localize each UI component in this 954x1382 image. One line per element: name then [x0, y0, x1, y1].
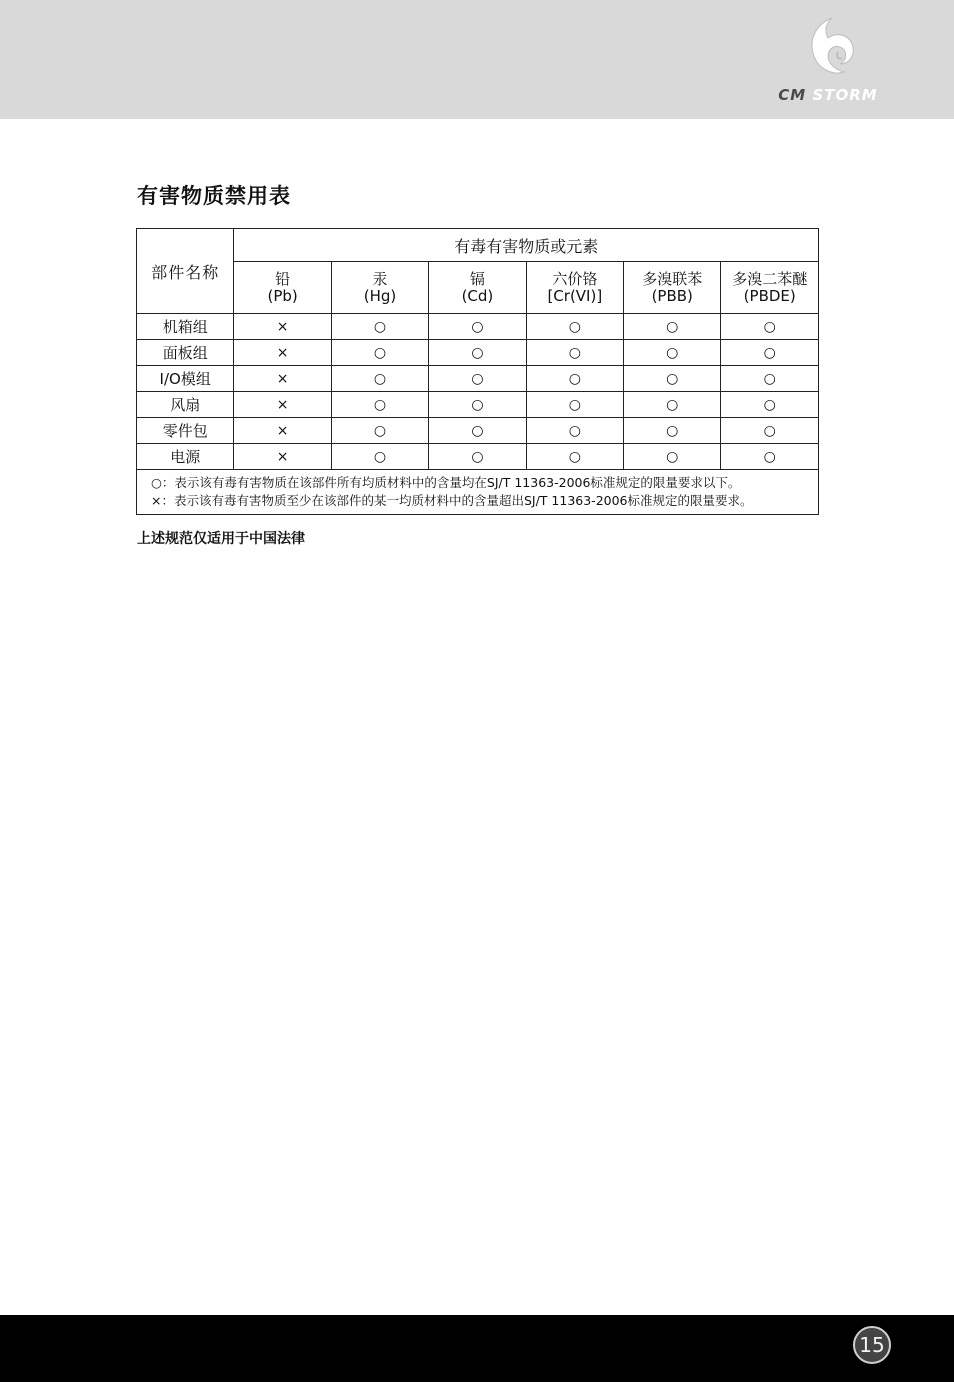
element-header — [526, 262, 623, 314]
mark-cell: × — [234, 314, 331, 340]
page-title: 有害物质禁用表 — [137, 184, 291, 208]
element-header — [721, 262, 819, 314]
part-name: 机箱组 — [137, 314, 234, 340]
mark-cell: ○ — [624, 418, 721, 444]
brand-storm-text: STORM — [812, 86, 878, 104]
mark-cell: × — [234, 418, 331, 444]
table-notes — [137, 470, 819, 515]
mark-cell: ○ — [526, 314, 623, 340]
mark-cell: ○ — [331, 444, 428, 470]
mark-cell: ○ — [331, 314, 428, 340]
mark-cell: ○ — [331, 340, 428, 366]
swirl-emblem-icon — [802, 16, 856, 82]
element-header — [429, 262, 526, 314]
element-symbol: (Cd) — [461, 286, 494, 305]
element-name: 铅 — [275, 269, 291, 288]
mark-cell: ○ — [331, 392, 428, 418]
table-row — [137, 340, 819, 366]
mark-cell: ○ — [721, 418, 819, 444]
group-header: 有毒有害物质或元素 — [234, 229, 819, 262]
part-name: 零件包 — [137, 418, 234, 444]
footer-note: 上述规范仅适用于中国法律 — [137, 531, 305, 547]
table-row — [137, 444, 819, 470]
element-name: 镉 — [469, 269, 485, 288]
table-row — [137, 314, 819, 340]
hazardous-substances-table — [136, 228, 819, 515]
element-name: 六价铬 — [552, 269, 598, 288]
mark-cell: ○ — [526, 418, 623, 444]
page-number: 15 — [853, 1326, 891, 1364]
element-symbol: (Hg) — [363, 286, 397, 305]
mark-cell: × — [234, 392, 331, 418]
element-symbol: (PBDE) — [743, 286, 796, 305]
mark-cell: ○ — [429, 418, 526, 444]
mark-cell: ○ — [624, 392, 721, 418]
element-name: 多溴二苯醚 — [732, 269, 808, 288]
part-name: I/O模组 — [137, 366, 234, 392]
table-row — [137, 392, 819, 418]
mark-cell: ○ — [624, 366, 721, 392]
element-header — [234, 262, 331, 314]
mark-cell: ○ — [721, 392, 819, 418]
mark-cell: ○ — [429, 314, 526, 340]
part-name: 面板组 — [137, 340, 234, 366]
note-line: ×：表示该有毒有害物质至少在该部件的某一均质材料中的含量超出SJ/T 11363-2006标准规定的限量要求。 — [151, 493, 753, 508]
mark-cell: × — [234, 366, 331, 392]
brand-wordmark — [766, 86, 890, 104]
part-name: 风扇 — [137, 392, 234, 418]
page-header — [0, 0, 954, 119]
mark-cell: ○ — [721, 366, 819, 392]
mark-cell: ○ — [429, 366, 526, 392]
element-header — [624, 262, 721, 314]
mark-cell: ○ — [526, 444, 623, 470]
mark-cell: ○ — [429, 340, 526, 366]
table-row — [137, 366, 819, 392]
mark-cell: ○ — [526, 392, 623, 418]
mark-cell: ○ — [721, 314, 819, 340]
mark-cell: ○ — [624, 340, 721, 366]
part-name-header: 部件名称 — [137, 229, 234, 314]
part-name: 电源 — [137, 444, 234, 470]
mark-cell: × — [234, 444, 331, 470]
mark-cell: ○ — [721, 444, 819, 470]
mark-cell: ○ — [429, 444, 526, 470]
mark-cell: ○ — [624, 314, 721, 340]
element-header — [331, 262, 428, 314]
mark-cell: ○ — [331, 366, 428, 392]
mark-cell: ○ — [624, 444, 721, 470]
notes-row — [137, 470, 819, 515]
element-name: 汞 — [372, 269, 388, 288]
element-name: 多溴联苯 — [642, 269, 703, 288]
element-symbol: [Cr(VI)] — [547, 286, 603, 305]
mark-cell: ○ — [721, 340, 819, 366]
table-row — [137, 418, 819, 444]
mark-cell: ○ — [429, 392, 526, 418]
brand-cm-text: CM — [778, 86, 807, 104]
element-symbol: (PBB) — [651, 286, 693, 305]
element-symbol: (Pb) — [267, 286, 298, 305]
mark-cell: × — [234, 340, 331, 366]
mark-cell: ○ — [526, 366, 623, 392]
page-footer — [0, 1315, 954, 1382]
element-header-row — [137, 262, 819, 314]
note-line: ○：表示该有毒有害物质在该部件所有均质材料中的含量均在SJ/T 11363-2006标准规定的限量要求以下。 — [151, 475, 741, 490]
mark-cell: ○ — [331, 418, 428, 444]
brand-logo — [766, 16, 890, 108]
mark-cell: ○ — [526, 340, 623, 366]
